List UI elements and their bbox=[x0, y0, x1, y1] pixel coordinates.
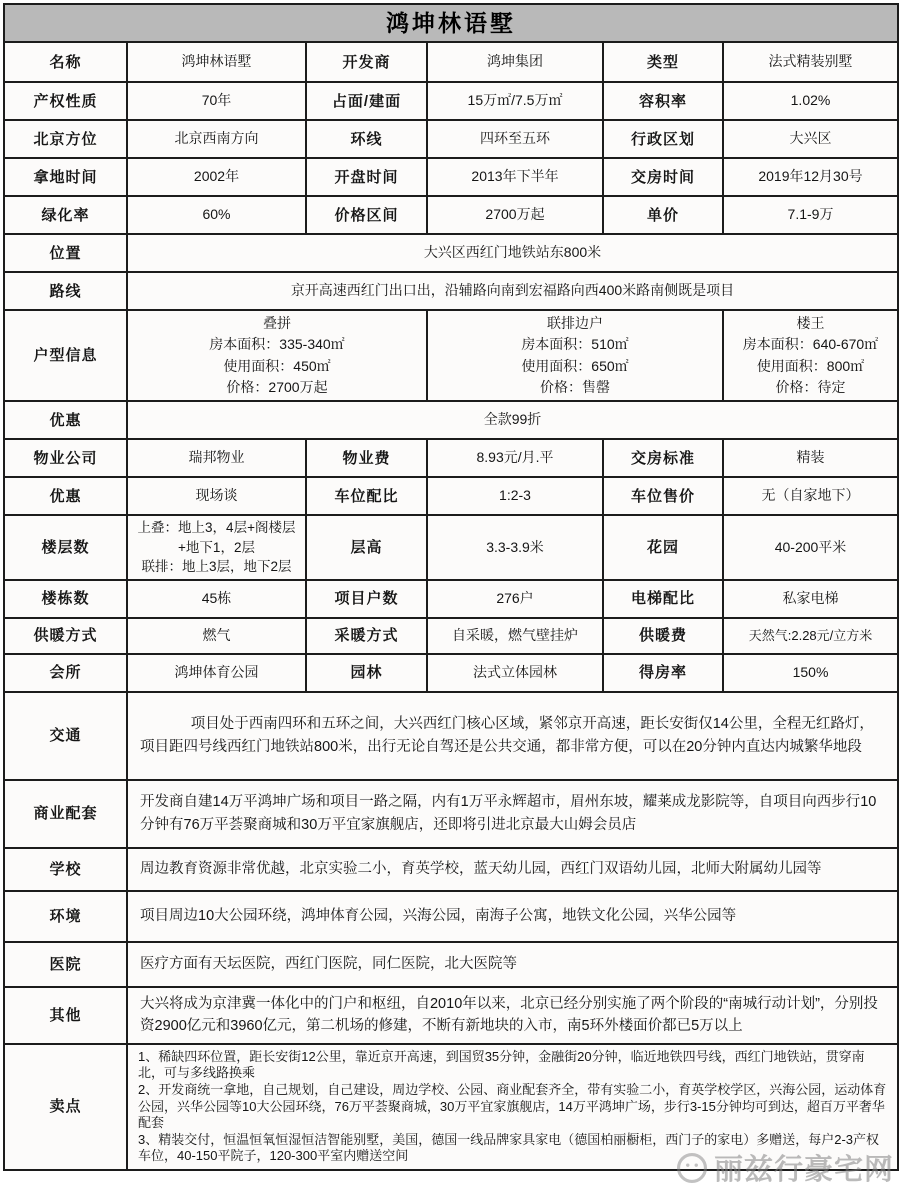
discount2-value: 现场谈 bbox=[127, 477, 306, 515]
ring-road-value: 四环至五环 bbox=[427, 120, 603, 158]
property-fee-label: 物业费 bbox=[306, 439, 427, 477]
page-title: 鸿坤林语墅 bbox=[4, 4, 898, 42]
unit-usable: 使用面积：650㎡ bbox=[521, 357, 629, 374]
table-row bbox=[4, 780, 898, 848]
table-row bbox=[4, 618, 898, 654]
selling-point-2: 2、开发商统一拿地，自己规划，自己建设，周边学校、公园、商业配套齐全，带有实验二小，育英学校学区，兴海公园，运动体育公园，兴华公园等10大公园环绕，76万平荟聚商城，30万平宜家旗舰店，14万平鸿坤广场，步行3-15分钟均可到达，超百万平奢华配套 bbox=[138, 1082, 887, 1131]
table-row bbox=[4, 654, 898, 692]
location-value: 大兴区西红门地铁站东800米 bbox=[127, 234, 898, 272]
parking-ratio-label: 车位配比 bbox=[306, 477, 427, 515]
direction-value: 北京西南方向 bbox=[127, 120, 306, 158]
discount2-label: 优惠 bbox=[4, 477, 127, 515]
name-value: 鸿坤林语墅 bbox=[127, 42, 306, 82]
unit-area: 房本面积：510㎡ bbox=[521, 336, 629, 353]
unit-name: 叠拼 bbox=[263, 315, 291, 332]
land-date-value: 2002年 bbox=[127, 158, 306, 196]
district-value: 大兴区 bbox=[723, 120, 898, 158]
table-row bbox=[4, 891, 898, 942]
unit-price: 价格：售罄 bbox=[540, 378, 610, 395]
heating-fee-value: 天然气:2.28元/立方米 bbox=[723, 618, 898, 654]
landscape-label: 园林 bbox=[306, 654, 427, 692]
garden-label: 花园 bbox=[603, 515, 723, 580]
table-row bbox=[4, 272, 898, 310]
table-row bbox=[4, 515, 898, 580]
developer-value: 鸿坤集团 bbox=[427, 42, 603, 82]
table-row bbox=[4, 310, 898, 401]
table-row bbox=[4, 987, 898, 1044]
table-row bbox=[4, 401, 898, 439]
floor-count-label: 楼层数 bbox=[4, 515, 127, 580]
delivery-date-value: 2019年12月30号 bbox=[723, 158, 898, 196]
district-label: 行政区划 bbox=[603, 120, 723, 158]
unit-column-stacked bbox=[127, 310, 427, 401]
price-range-label: 价格区间 bbox=[306, 196, 427, 234]
environment-value: 项目周边10大公园环绕，鸿坤体育公园，兴海公园，南海子公寓，地铁文化公园，兴华公园等 bbox=[127, 891, 898, 942]
unit-name: 楼王 bbox=[796, 315, 825, 332]
route-label: 路线 bbox=[4, 272, 127, 310]
unit-column-king bbox=[723, 310, 898, 401]
table-row bbox=[4, 692, 898, 780]
property-table bbox=[3, 3, 899, 1171]
commerce-label: 商业配套 bbox=[4, 780, 127, 848]
table-row bbox=[4, 1044, 898, 1170]
environment-label: 环境 bbox=[4, 891, 127, 942]
delivery-date-label: 交房时间 bbox=[603, 158, 723, 196]
heating-method-label: 供暖方式 bbox=[4, 618, 127, 654]
developer-label: 开发商 bbox=[306, 42, 427, 82]
school-label: 学校 bbox=[4, 848, 127, 891]
selling-points-value bbox=[127, 1044, 898, 1170]
discount-value: 全款99折 bbox=[127, 401, 898, 439]
unit-name: 联排边户 bbox=[547, 315, 603, 332]
unit-area: 房本面积：335-340㎡ bbox=[209, 336, 345, 353]
heating-method-value: 燃气 bbox=[127, 618, 306, 654]
land-building-area-value: 15万㎡/7.5万㎡ bbox=[427, 82, 603, 120]
location-label: 位置 bbox=[4, 234, 127, 272]
table-row bbox=[4, 196, 898, 234]
property-rights-value: 70年 bbox=[127, 82, 306, 120]
floor-height-label: 层高 bbox=[306, 515, 427, 580]
land-date-label: 拿地时间 bbox=[4, 158, 127, 196]
plot-ratio-value: 1.02% bbox=[723, 82, 898, 120]
other-value: 大兴将成为京津冀一体化中的门户和枢纽，自2010年以来，北京已经分别实施了两个阶段的“南城行动计划”，分别投资2900亿元和3960亿元，第二机场的修建，不断有新地块的入市，南5环外楼面价都已5万以上 bbox=[127, 987, 898, 1044]
clubhouse-value: 鸿坤体育公园 bbox=[127, 654, 306, 692]
type-label: 类型 bbox=[603, 42, 723, 82]
table-row bbox=[4, 477, 898, 515]
unit-price-value: 7.1-9万 bbox=[723, 196, 898, 234]
total-units-label: 项目户数 bbox=[306, 580, 427, 618]
commerce-value: 开发商自建14万平鸿坤广场和项目一路之隔，内有1万平永辉超市，眉州东坡，耀莱成龙影院等，自项目向西步行10分钟有76万平荟聚商城和30万平宜家旗舰店，还即将引进北京最大山姆会员店 bbox=[127, 780, 898, 848]
landscape-value: 法式立体园林 bbox=[427, 654, 603, 692]
floor-count-value bbox=[127, 515, 306, 580]
delivery-standard-value: 精装 bbox=[723, 439, 898, 477]
traffic-label: 交通 bbox=[4, 692, 127, 780]
unit-info-label: 户型信息 bbox=[4, 310, 127, 401]
building-count-label: 楼栋数 bbox=[4, 580, 127, 618]
table-row bbox=[4, 848, 898, 891]
hospital-value: 医疗方面有天坛医院，西红门医院，同仁医院，北大医院等 bbox=[127, 942, 898, 987]
parking-ratio-value: 1:2-3 bbox=[427, 477, 603, 515]
unit-column-townhouse bbox=[427, 310, 723, 401]
price-range-value: 2700万起 bbox=[427, 196, 603, 234]
unit-price: 价格：2700万起 bbox=[226, 378, 328, 395]
selling-point-3: 3、精装交付，恒温恒氧恒湿恒洁智能别墅，美国，德国一线品牌家具家电（德国柏丽橱柜，西门子的家电）多赠送，每户2-3产权车位，40-150平院子，120-300平室内赠送空间 bbox=[138, 1131, 880, 1164]
other-label: 其他 bbox=[4, 987, 127, 1044]
floor-count-townhouse: 联排：地上3层，地下2层 bbox=[141, 559, 292, 575]
parking-price-label: 车位售价 bbox=[603, 477, 723, 515]
elevator-value: 私家电梯 bbox=[723, 580, 898, 618]
selling-point-1: 1、稀缺四环位置，距长安街12公里，靠近京开高速，到国贸35分钟，金融街20分钟，临近地铁四号线，西红门地铁站，贯穿南北，可与多线路换乘 bbox=[138, 1048, 865, 1081]
opening-date-label: 开盘时间 bbox=[306, 158, 427, 196]
heating-fee-label: 供暖费 bbox=[603, 618, 723, 654]
property-fee-value: 8.93元/月.平 bbox=[427, 439, 603, 477]
elevator-label: 电梯配比 bbox=[603, 580, 723, 618]
hospital-label: 医院 bbox=[4, 942, 127, 987]
greening-rate-value: 60% bbox=[127, 196, 306, 234]
unit-area: 房本面积：640-670㎡ bbox=[742, 336, 879, 353]
building-count-value: 45栋 bbox=[127, 580, 306, 618]
plot-ratio-label: 容积率 bbox=[603, 82, 723, 120]
route-value: 京开高速西红门出口出，沿辅路向南到宏福路向西400米路南侧既是项目 bbox=[127, 272, 898, 310]
heating-type-label: 采暖方式 bbox=[306, 618, 427, 654]
discount-label: 优惠 bbox=[4, 401, 127, 439]
usable-rate-value: 150% bbox=[723, 654, 898, 692]
type-value: 法式精装别墅 bbox=[723, 42, 898, 82]
table-row bbox=[4, 439, 898, 477]
unit-price-label: 单价 bbox=[603, 196, 723, 234]
school-value: 周边教育资源非常优越，北京实验二小，育英学校，蓝天幼儿园，西红门双语幼儿园，北师大附属幼儿园等 bbox=[127, 848, 898, 891]
table-row bbox=[4, 120, 898, 158]
unit-usable: 使用面积：450㎡ bbox=[223, 357, 331, 374]
heating-type-value: 自采暖，燃气壁挂炉 bbox=[427, 618, 603, 654]
clubhouse-label: 会所 bbox=[4, 654, 127, 692]
ring-road-label: 环线 bbox=[306, 120, 427, 158]
selling-points-label: 卖点 bbox=[4, 1044, 127, 1170]
table-row bbox=[4, 580, 898, 618]
total-units-value: 276户 bbox=[427, 580, 603, 618]
table-row bbox=[4, 942, 898, 987]
table-row bbox=[4, 158, 898, 196]
table-row bbox=[4, 42, 898, 82]
opening-date-value: 2013年下半年 bbox=[427, 158, 603, 196]
land-building-area-label: 占面/建面 bbox=[306, 82, 427, 120]
greening-rate-label: 绿化率 bbox=[4, 196, 127, 234]
direction-label: 北京方位 bbox=[4, 120, 127, 158]
table-row bbox=[4, 234, 898, 272]
traffic-value: 项目处于西南四环和五环之间，大兴西红门核心区域，紧邻京开高速，距长安街仅14公里，全程无红路灯，项目距四号线西红门地铁站800米，出行无论自驾还是公共交通，都非常方便，可以在20分钟内直达内城繁华地段 bbox=[127, 692, 898, 780]
floor-count-stacked: 上叠：地上3，4层+阁楼层+地下1，2层 bbox=[137, 520, 296, 555]
property-company-label: 物业公司 bbox=[4, 439, 127, 477]
unit-usable: 使用面积：800㎡ bbox=[756, 357, 865, 374]
unit-price: 价格：待定 bbox=[775, 378, 846, 395]
floor-height-value: 3.3-3.9米 bbox=[427, 515, 603, 580]
delivery-standard-label: 交房标准 bbox=[603, 439, 723, 477]
garden-value: 40-200平米 bbox=[723, 515, 898, 580]
table-row bbox=[4, 82, 898, 120]
property-company-value: 瑞邦物业 bbox=[127, 439, 306, 477]
name-label: 名称 bbox=[4, 42, 127, 82]
usable-rate-label: 得房率 bbox=[603, 654, 723, 692]
property-rights-label: 产权性质 bbox=[4, 82, 127, 120]
parking-price-value: 无（自家地下） bbox=[723, 477, 898, 515]
watermark-text: 丽兹行豪宅网 bbox=[713, 1154, 894, 1186]
